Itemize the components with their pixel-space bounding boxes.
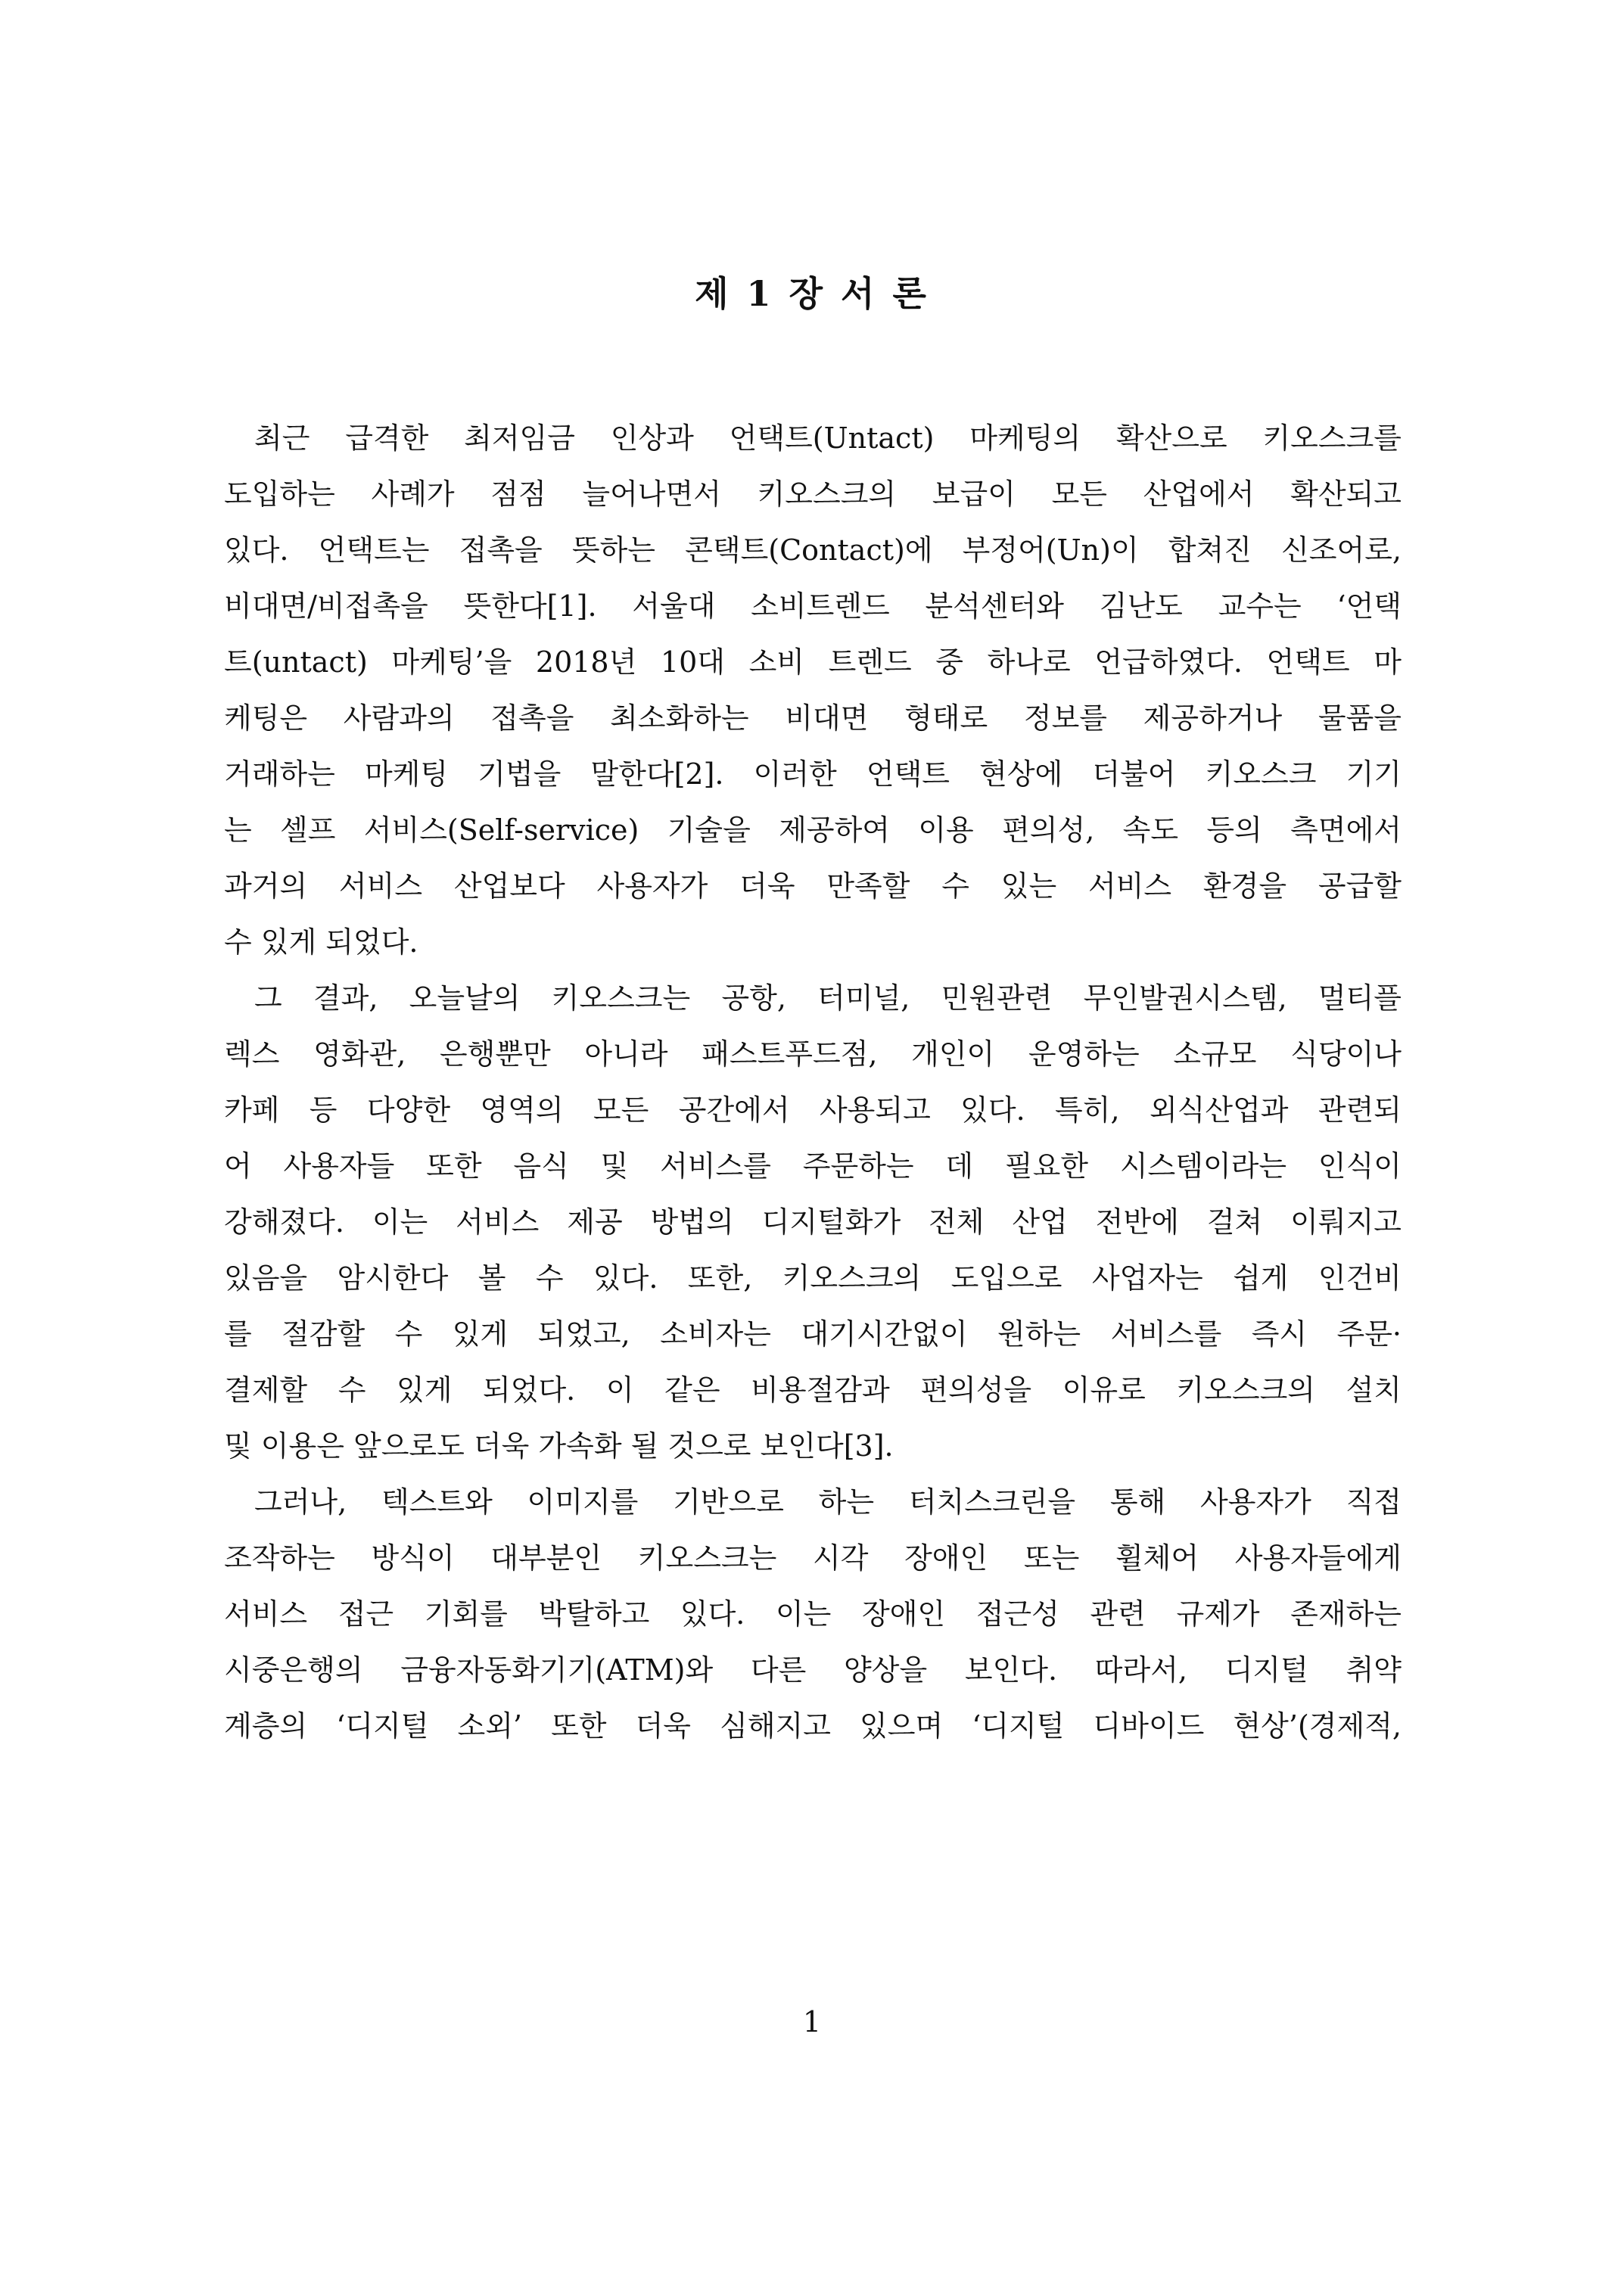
text-line: 거래하는 마케팅 기법을 말한다[2]. 이러한 언택트 현상에 더불어 키오스크 기기 [224,757,1402,791]
paragraph [224,1474,1402,1754]
text-line: 조작하는 방식이 대부분인 키오스크는 시각 장애인 또는 휠체어 사용자들에게 [224,1541,1402,1575]
text-line: 어 사용자들 또한 음식 및 서비스를 주문하는 데 필요한 시스템이라는 인식이 [224,1149,1402,1183]
text-line: 강해졌다. 이는 서비스 제공 방법의 디지털화가 전체 산업 전반에 걸쳐 이뤄지고 [224,1205,1402,1239]
paragraph [224,970,1402,1474]
text-line: 그 결과, 오늘날의 키오스크는 공항, 터미널, 민원관련 무인발권시스템, 멀티플 [254,981,1402,1015]
text-line: 시중은행의 금융자동화기기(ATM)와 다른 양상을 보인다. 따라서, 디지털 취약 [224,1653,1402,1687]
text-line: 트(untact) 마케팅’을 2018년 10대 소비 트렌드 중 하나로 언급하였다. 언택트 마 [224,645,1402,679]
chapter-title: 제 1 장 서 론 [695,273,929,314]
text-line: 및 이용은 앞으로도 더욱 가속화 될 것으로 보인다[3]. [224,1429,894,1463]
text-line: 있음을 암시한다 볼 수 있다. 또한, 키오스크의 도입으로 사업자는 쉽게 인건비 [224,1261,1402,1295]
text-line: 계층의 ‘디지털 소외’ 또한 더욱 심해지고 있으며 ‘디지털 디바이드 현상’(경제적, [224,1709,1402,1743]
text-line: 최근 급격한 최저임금 인상과 언택트(Untact) 마케팅의 확산으로 키오스크를 [254,421,1402,455]
text-line: 비대면/비접촉을 뜻한다[1]. 서울대 소비트렌드 분석센터와 김난도 교수는 ‘언택 [224,589,1402,623]
text-line: 서비스 접근 기회를 박탈하고 있다. 이는 장애인 접근성 관련 규제가 존재하는 [224,1597,1402,1631]
text-line: 렉스 영화관, 은행뿐만 아니라 패스트푸드점, 개인이 운영하는 소규모 식당이나 [224,1037,1402,1071]
text-line: 는 셀프 서비스(Self-service) 기술을 제공하여 이용 편의성, 속도 등의 측면에서 [224,813,1402,847]
page-number: 1 [802,2005,822,2038]
text-line: 수 있게 되었다. [224,925,418,959]
text-line: 결제할 수 있게 되었다. 이 같은 비용절감과 편의성을 이유로 키오스크의 설치 [224,1373,1402,1407]
paragraph [224,410,1402,970]
text-line: 케팅은 사람과의 접촉을 최소화하는 비대면 형태로 정보를 제공하거나 물품을 [224,701,1402,735]
text-line: 도입하는 사례가 점점 늘어나면서 키오스크의 보급이 모든 산업에서 확산되고 [224,477,1402,511]
text-line: 를 절감할 수 있게 되었고, 소비자는 대기시간없이 원하는 서비스를 즉시 주문· [224,1317,1402,1351]
text-line: 그러나, 텍스트와 이미지를 기반으로 하는 터치스크린을 통해 사용자가 직접 [254,1485,1402,1519]
text-line: 있다. 언택트는 접촉을 뜻하는 콘택트(Contact)에 부정어(Un)이 합쳐진 신조어로, [224,533,1402,567]
body-text [224,410,1402,1754]
text-line: 카페 등 다양한 영역의 모든 공간에서 사용되고 있다. 특히, 외식산업과 관련되 [224,1093,1402,1127]
text-line: 과거의 서비스 산업보다 사용자가 더욱 만족할 수 있는 서비스 환경을 공급할 [224,869,1402,903]
